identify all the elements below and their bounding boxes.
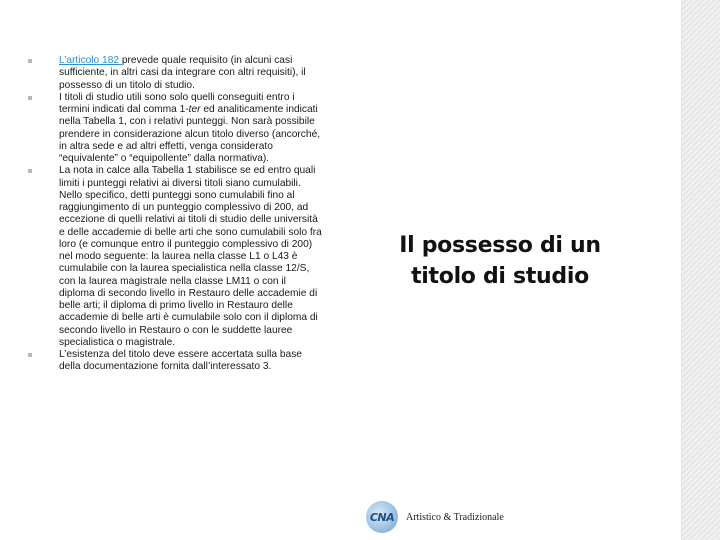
logo-text: CNA <box>369 510 395 524</box>
slide-title-line1: Il possesso di un <box>399 233 601 258</box>
bullet-icon <box>28 96 32 100</box>
bullet-icon <box>28 353 32 357</box>
bullet-text: L’esistenza del titolo deve essere accertata sulla base della documentazione fornita dall’interessato 3. <box>59 349 302 373</box>
bullet-text: ed analiticamente indicati nella Tabella 1, con i relativi punteggi. Non sarà possibile prendere in considerazione alcun titolo diverso (ancorché, in altra sede e ad altri effetti, venga considerato “equivalente” o “equipollente” dalla normativa). <box>59 104 321 164</box>
slide-title <box>382 230 618 292</box>
article-link[interactable]: L’articolo 182 <box>59 55 122 66</box>
bullet-icon <box>28 169 32 173</box>
list-item <box>26 92 322 166</box>
list-item <box>26 165 322 349</box>
bullet-text: prevede quale requisito (in alcuni casi sufficiente, in altri casi da integrare con altri requisiti), il possesso di un titolo di studio. <box>59 55 306 91</box>
list-item <box>26 55 322 92</box>
cna-logo-icon <box>366 501 398 533</box>
bullet-icon <box>28 59 32 63</box>
list-item <box>26 349 322 374</box>
footer <box>366 500 504 534</box>
bullet-text: La nota in calce alla Tabella 1 stabilisce se ed entro quali limiti i punteggi relativi ai diversi titoli siano cumulabili. Nello specifico, detti punteggi sono cumulabili fino al raggiungimento di un punteggio complessivo di 200, ad eccezione di quelli relativi ai titoli di studio delle università e delle accademie di belle arti che sono cumulabili solo fra loro (e comunque entro il punteggio complessivo di 200) nel modo seguente: la laurea nella classe L1 o L43 è cumulabile con la laurea specialistica nella classe 12/S, con la laurea magistrale nella classe LM11 o con il diploma di secondo livello in Restauro delle accademie di belle arti; il diploma di primo livello in Restauro delle accademie di belle arti è cumulabile solo con il diploma di secondo livello in Restauro o con le suddette lauree specialistica o magistrale. <box>59 165 322 348</box>
footer-label: Artistico & Tradizionale <box>406 511 504 523</box>
bullet-list <box>26 55 322 374</box>
slide-title-line2: titolo di studio <box>411 264 589 289</box>
decorative-edge-panel <box>681 0 720 540</box>
bullet-text: I titoli di studio utili sono solo quelli conseguiti entro i termini indicati dal comma 1- <box>59 91 295 115</box>
bullet-italic-text: ter <box>188 104 201 115</box>
